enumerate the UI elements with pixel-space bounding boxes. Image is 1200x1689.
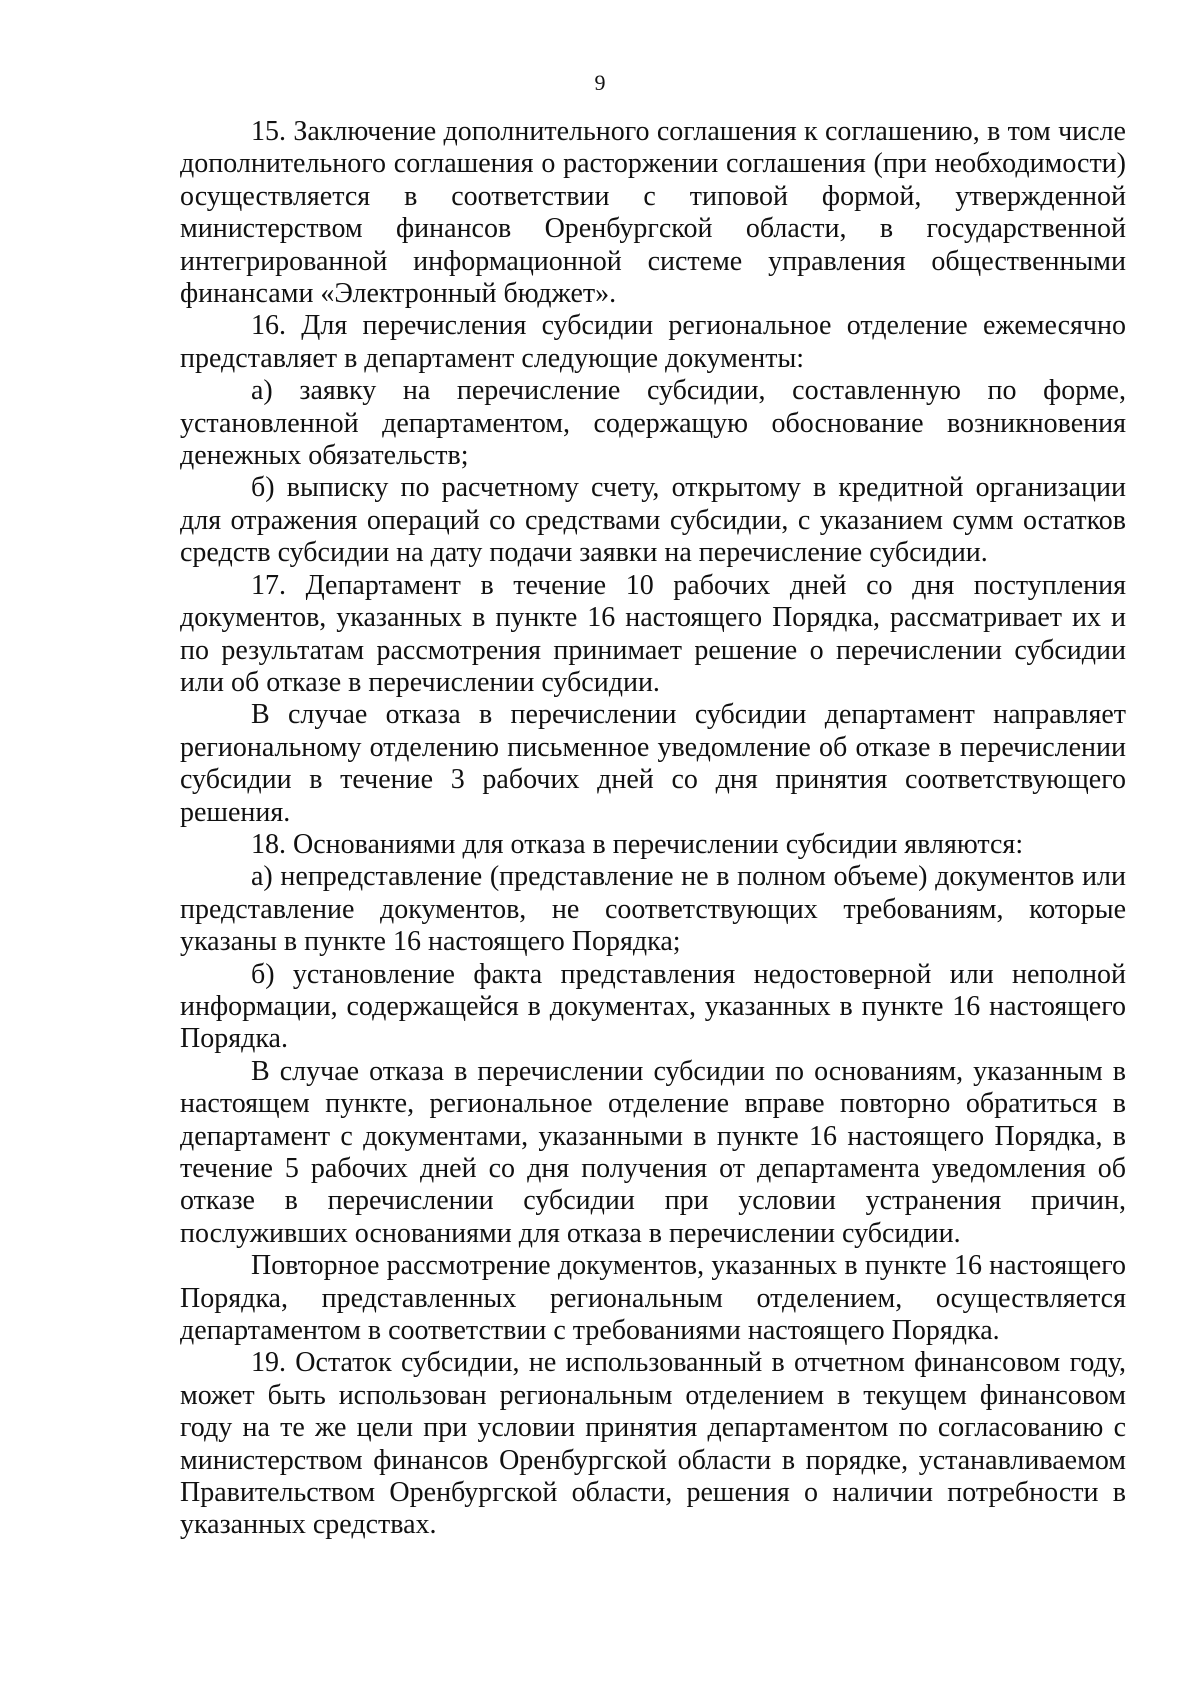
page-number: 9 [594, 70, 606, 95]
paragraph-18-resubmission: В случае отказа в перечислении субсидии по основаниям, указанным в настоящем пункте, региональное отделение вправе повторно обратиться в департамент с документами, указанными в пункте 16 настоящего Порядка, в течение 5 рабочих дней со дня получения от департамента уведомления об отказе в перечислении субсидии при условии устранения причин, послуживших основаниями для отказа в перечислении субсидии. [180, 1055, 1126, 1249]
paragraph-19: 19. Остаток субсидии, не использованный в отчетном финансовом году, может быть использован региональным отделением в текущем финансовом году на те же цели при условии принятия департаментом по согласованию с министерством финансов Оренбургской области в порядке, устанавливаемом Правительством Оренбургской области, решения о наличии потребности в указанных средствах. [180, 1347, 1126, 1541]
paragraph-17: 17. Департамент в течение 10 рабочих дней со дня поступления документов, указанных в пункте 16 настоящего Порядка, рассматривает их и по результатам рассмотрения принимает решение о перечислении субсидии или об отказе в перечислении субсидии. [180, 569, 1126, 698]
paragraph-16: 16. Для перечисления субсидии региональное отделение ежемесячно представляет в департамент следующие документы: [180, 310, 1126, 374]
paragraph-18-b: б) установление факта представления недостоверной или неполной информации, содержащейся в документах, указанных в пункте 16 настоящего Порядка. [180, 958, 1126, 1055]
paragraph-18-a: а) непредставление (представление не в полном объеме) документов или представление документов, не соответствующих требованиям, которые указаны в пункте 16 настоящего Порядка; [180, 861, 1126, 958]
paragraph-18: 18. Основаниями для отказа в перечислении субсидии являются: [251, 828, 1024, 860]
paragraph-16-b: б) выписку по расчетному счету, открытому в кредитной организации для отражения операций со средствами субсидии, с указанием сумм остатков средств субсидии на дату подачи заявки на перечисление субсидии. [180, 472, 1126, 569]
paragraph-17-refusal: В случае отказа в перечислении субсидии департамент направляет региональному отделению письменное уведомление об отказе в перечислении субсидии в течение 3 рабочих дней со дня принятия соответствующего решения. [180, 699, 1126, 828]
paragraph-18-review: Повторное рассмотрение документов, указанных в пункте 16 настоящего Порядка, представленных региональным отделением, осуществляется департаментом в соответствии с требованиями настоящего Порядка. [180, 1250, 1126, 1347]
paragraph-15: 15. Заключение дополнительного соглашения к соглашению, в том числе дополнительного соглашения о расторжении соглашения (при необходимости) осуществляется в соответствии с типовой формой, утвержденной министерством финансов Оренбургской области, в государственной интегрированной информационной системе управления общественными финансами «Электронный бюджет». [180, 116, 1126, 310]
paragraph-16-a: а) заявку на перечисление субсидии, составленную по форме, установленной департаментом, содержащую обоснование возникновения денежных обязательств; [180, 375, 1126, 472]
document-body [180, 116, 1126, 1542]
